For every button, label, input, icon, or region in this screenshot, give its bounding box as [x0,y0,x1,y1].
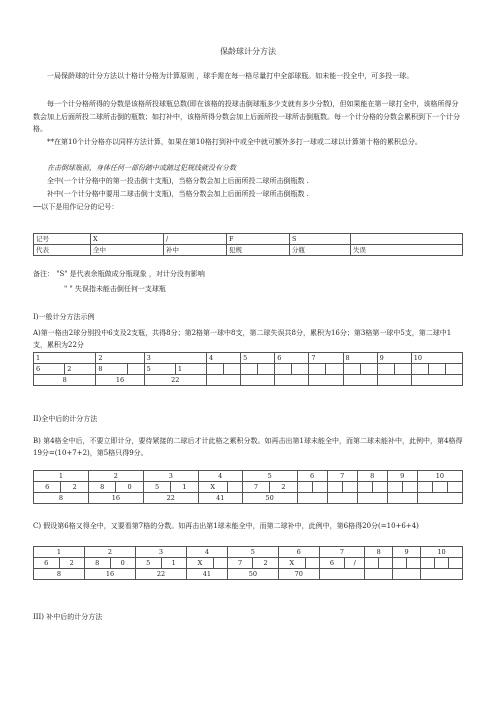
ball-result-cell [407,558,421,569]
ball-result-cell [343,364,360,375]
spare-rule: 补中(一个计分格中要用二球击倒十支瓶)，当格分数会加上后面所投一球所击倒瓶数 . [47,190,309,198]
ball-result-cell [379,558,393,569]
ball-result-cell: 8 [88,482,115,493]
frame-number-cell: 10 [421,547,463,558]
frame-number-cell: 3 [144,353,206,364]
legend-cell: 犯规 [227,245,290,256]
legend-cell: 记号 [34,234,91,245]
cumulative-score-cell [343,375,377,386]
ball-result-cell [357,482,372,493]
ball-result-cell [411,364,428,375]
frame-number-cell: 7 [309,353,343,364]
cumulative-score-cell: 16 [85,569,136,580]
ball-result-cell [372,482,387,493]
cumulative-score-cell [393,569,421,580]
ball-result-cell: X [198,482,227,493]
strike-rule: 全中(一个计分格中的第一投击倒十支瓶)，当格分数会加上后面所投二球所击倒瓶数 . [47,177,309,185]
cumulative-score-cell [327,493,357,504]
cumulative-score-row [34,569,463,580]
cumulative-score-cell: 16 [88,493,143,504]
section-1-desc: A)第一格由2球分别投中6支及2支瓶，共得8分；第2格第一球中8支，第二球失误共8分，累积为16分；第3格第一球中5支，第二球中1支，累积为22分 [33,329,452,349]
ball-result-cell [297,482,312,493]
ball-result-cell [421,558,435,569]
symbol-legend-table [33,233,463,256]
ball-result-cell [292,364,309,375]
symbols-intro: ──以下是用作记分的记号： [33,203,119,211]
legend-cell: F [227,234,290,245]
frame-number-row [34,471,463,482]
cumulative-score-cell [411,375,462,386]
cumulative-score-cell: 50 [227,569,278,580]
ball-result-cell [258,364,275,375]
intro-paragraph-1: 一局保龄球的计分方法以十格计分格为计算原则 ，球手需在每一格尽量打中全部球瓶。如未能一投全中，可多投一球。 [47,72,414,80]
ball-result-cell [275,364,292,375]
cumulative-score-cell: 22 [143,493,198,504]
frame-number-cell: 9 [387,471,417,482]
frame-number-cell: 10 [417,471,462,482]
ball-result-cell [342,482,357,493]
ball-result-cell: 5 [136,558,162,569]
ball-result-cell [393,558,407,569]
foul-rule: 在击倒球瓶前，身体任何一部份踏中或踏过犯规线就没有分数 [47,164,236,172]
score-table-c [33,546,463,580]
cumulative-score-cell: 70 [278,569,319,580]
ball-result-cell: 0 [110,558,136,569]
ball-result-cell [377,364,394,375]
legend-cell: 全中 [91,245,164,256]
ball-result-cell: 7 [227,558,253,569]
frame-number-cell: 7 [327,471,357,482]
note-miss: " " 失误指未能击倒任何一支球瓶 [64,285,166,293]
frame-number-cell: 1 [34,471,89,482]
frame-number-cell: 1 [34,547,85,558]
ball-result-cell [224,364,241,375]
cumulative-score-cell: 8 [34,375,96,386]
frame-number-cell: 2 [85,547,136,558]
ball-result-row [34,364,463,375]
ball-result-cell [227,482,242,493]
legend-cell: / [164,234,227,245]
ball-result-cell: 6 [319,558,345,569]
cumulative-score-cell: 22 [136,569,187,580]
ball-result-cell: 2 [270,482,297,493]
frame-number-cell: 7 [319,547,365,558]
frame-number-cell: 8 [357,471,387,482]
cumulative-score-cell: 22 [144,375,206,386]
ball-result-cell: / [345,558,365,569]
frame-number-cell: 5 [241,353,275,364]
ball-result-row [34,482,463,493]
frame-number-cell: 2 [88,471,143,482]
ball-result-cell: 2 [59,558,85,569]
ball-result-cell [309,364,326,375]
ball-result-cell [417,482,432,493]
ball-result-cell [127,364,144,375]
frame-number-cell: 4 [207,353,241,364]
frame-number-cell: 4 [198,471,242,482]
ball-result-cell [305,558,319,569]
cumulative-score-cell [421,569,463,580]
ball-result-cell: 6 [34,482,61,493]
ball-result-cell: X [187,558,214,569]
cumulative-score-cell [241,375,275,386]
legend-cell: S [290,234,351,245]
legend-row-symbols [34,234,463,245]
frame-number-cell: 5 [242,471,297,482]
score-table-a [33,352,463,386]
ball-result-cell [365,558,379,569]
ball-result-cell: 5 [144,364,175,375]
ball-result-cell: 1 [161,558,187,569]
ball-result-cell [445,364,462,375]
cumulative-score-cell: 8 [34,493,89,504]
ball-result-cell: 2 [65,364,96,375]
ball-result-cell [402,482,417,493]
ball-result-cell: X [278,558,305,569]
frame-number-cell: 9 [393,547,421,558]
document-title: 保龄球计分方法 [220,47,276,56]
frame-number-cell: 2 [96,353,144,364]
ball-result-cell: 8 [85,558,111,569]
ball-result-cell [432,482,447,493]
legend-cell: X [91,234,164,245]
frame-number-cell: 6 [275,353,309,364]
frame-number-cell: 8 [343,353,377,364]
intro-paragraph-2: 每一个计分格所得的分数是该格所投球瓶总数(即在该格的投球击倒球瓶多少支就有多少分数)，但如果能在第一球打全中，该格所得分数会加上后面所投二球所击倒的瓶数；如打补中，该格所得分数会加上后面所投一球所击倒瓶数。每一个计分格的分数会累积到下一个计分格。 [33,100,460,133]
cumulative-score-cell [357,493,387,504]
legend-cell [351,234,463,245]
ball-result-cell: 7 [242,482,269,493]
cumulative-score-cell: 41 [187,569,228,580]
ball-result-cell [448,558,462,569]
cumulative-score-cell [387,493,417,504]
frame-number-cell: 3 [136,547,187,558]
legend-cell: 代表 [34,245,91,256]
ball-result-cell: 2 [61,482,88,493]
ball-result-cell: 6 [34,558,60,569]
ball-result-cell [394,364,411,375]
frame-number-cell: 1 [34,353,96,364]
ball-result-cell: 6 [34,364,65,375]
frame-number-cell: 4 [187,547,228,558]
cumulative-score-row [34,493,463,504]
ball-result-cell [447,482,462,493]
frame-number-row [34,353,463,364]
frame-number-cell: 3 [143,471,198,482]
frame-number-cell: 5 [227,547,278,558]
ball-result-cell: 8 [96,364,127,375]
frame-number-cell: 10 [411,353,462,364]
ball-result-cell [387,482,402,493]
ball-result-row [34,558,463,569]
section-3-heading: III) 补中后的计分方法 [33,613,103,621]
ball-result-cell [213,558,227,569]
legend-cell: 补中 [164,245,227,256]
ball-result-cell [428,364,445,375]
ball-result-cell [241,364,258,375]
cumulative-score-cell [309,375,343,386]
cumulative-score-cell [275,375,309,386]
ball-result-cell: 2 [253,558,279,569]
section-2-desc-b: B) 第4格全中后，不要立即计分，要待紧接的二球后才计此格之累积分数。如再击出第1球未能全中，而第二球未能补中，此例中，第4格得19分=(10+7+2)，第5格只得9分。 [33,437,463,457]
ball-result-cell: 0 [116,482,143,493]
frame-number-cell: 6 [297,471,327,482]
ball-result-cell: 1 [175,364,206,375]
cumulative-score-cell: 41 [198,493,242,504]
section-2-desc-c: C) 假设第6格又得全中，又要看第7格的分数。如再击出第1球未能全中，而第二球补中，此例中，第6格得20分(=10+6+4) [33,522,419,530]
section-1-heading: I)一般计分方法示例 [33,313,95,321]
ball-result-cell [434,558,448,569]
cumulative-score-cell [297,493,327,504]
cumulative-score-cell [319,569,365,580]
ball-result-cell: 1 [171,482,198,493]
ball-result-cell [312,482,327,493]
legend-cell: 分瓶 [290,245,351,256]
frame-number-cell: 9 [377,353,411,364]
ball-result-cell [327,482,342,493]
cumulative-score-cell [365,569,393,580]
cumulative-score-cell [207,375,241,386]
ball-result-cell: 5 [143,482,170,493]
ball-result-cell [360,364,377,375]
cumulative-score-cell: 16 [96,375,144,386]
cumulative-score-cell: 8 [34,569,85,580]
intro-paragraph-3: **在第10个计分格亦以同样方法计算，如果在第10格打到补中或全中就可额外多打一球或二球以计算第十格的累积总分。 [47,138,422,146]
frame-number-cell: 8 [365,547,393,558]
cumulative-score-cell [417,493,462,504]
frame-number-row [34,547,463,558]
score-table-b [33,470,463,504]
frame-number-cell: 6 [278,547,319,558]
cumulative-score-row [34,375,463,386]
legend-row-meanings [34,245,463,256]
note-s: 备注： "S" 是代表余瓶做成分瓶现象 ，对计分没有影响 [33,270,205,278]
section-2-heading: II)全中后的计分方法 [33,415,98,423]
ball-result-cell [326,364,343,375]
ball-result-cell [207,364,224,375]
cumulative-score-cell [377,375,411,386]
legend-cell: 失误 [351,245,463,256]
cumulative-score-cell: 50 [242,493,297,504]
